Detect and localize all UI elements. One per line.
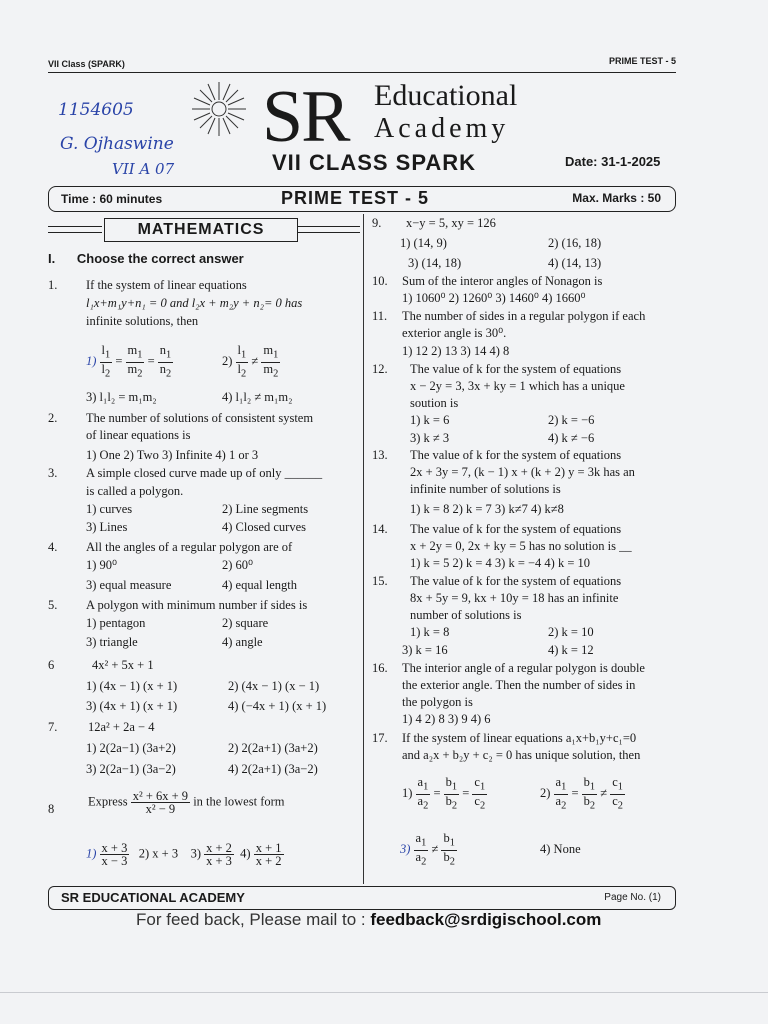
time-label: Time : 60 minutes bbox=[61, 192, 163, 206]
option-4: 4) 2(2a+1) (3a−2) bbox=[228, 762, 318, 776]
option-2: 2) $\frac{l_1}{l_2}$ ≠ $\frac{m_1}{m_2}$ bbox=[222, 343, 279, 379]
feedback-email[interactable]: feedback@srdigischool.com bbox=[370, 910, 602, 929]
option-4: 4) equal length bbox=[222, 578, 297, 592]
question-text: number of solutions is bbox=[410, 608, 522, 622]
q-number: 15. bbox=[372, 574, 388, 588]
option-3: 3) equal measure bbox=[86, 578, 172, 592]
option-2: 2) square bbox=[222, 616, 269, 630]
question-text: is called a polygon. bbox=[86, 484, 184, 498]
option-1: 1) k = 6 bbox=[410, 413, 450, 427]
exam-date: Date: 31-1-2025 bbox=[565, 154, 661, 169]
q-number: 10. bbox=[372, 274, 388, 288]
option-1: 1) 90⁰ bbox=[86, 558, 118, 572]
question-text: infinite solutions, then bbox=[86, 314, 199, 328]
question-text: 2x + 3y = 7, (k − 1) x + (k + 2) y = 3k has an bbox=[410, 465, 635, 479]
options-line: 1) 12 2) 13 3) 14 4) 8 bbox=[402, 344, 510, 358]
question-text: A polygon with minimum number if sides is bbox=[86, 598, 308, 612]
feedback-line bbox=[136, 910, 601, 930]
q-number: 17. bbox=[372, 731, 388, 745]
logo-sr: SR bbox=[262, 76, 349, 158]
option-4: 4) Closed curves bbox=[222, 520, 307, 534]
max-marks: Max. Marks : 50 bbox=[572, 191, 661, 205]
class-title: VII CLASS SPARK bbox=[272, 150, 477, 175]
option-2: 2) k = 10 bbox=[548, 625, 594, 639]
footer-bar bbox=[48, 886, 676, 910]
option-1: 1) $\frac{l_1}{l_2}$ = $\frac{m_1}{m_2}$ = $\frac{n_1}{n_2}$ bbox=[86, 343, 172, 379]
question-text: exterior angle is 30⁰. bbox=[402, 326, 507, 340]
q-number: 6 bbox=[48, 658, 55, 672]
option-3: 3) k ≠ 3 bbox=[410, 431, 450, 445]
option-4: 4) k = 12 bbox=[548, 643, 594, 657]
question-text: 8x + 5y = 9, kx + 10y = 18 has an infinite bbox=[410, 591, 619, 605]
option-1: 1) $\frac{x + 3}{x - 3}$ 2) x + 3 3) $\frac{x + 2}{x + 3}$ 4) $\frac{x + 1}{x + 2}$ bbox=[86, 841, 282, 868]
option-3: 3) (14, 18) bbox=[408, 256, 462, 270]
option-2: 2) (4x − 1) (x − 1) bbox=[228, 679, 320, 693]
question-text: If the system of linear equations a₁x+b₁y+c₁=0 bbox=[402, 731, 637, 745]
option-3: 3) triangle bbox=[86, 635, 138, 649]
q-number: 13. bbox=[372, 448, 388, 462]
question-text: The value of k for the system of equations bbox=[410, 522, 622, 536]
section-title: Choose the correct answer bbox=[76, 251, 244, 266]
option-2: 2) 60⁰ bbox=[222, 558, 254, 572]
footer-academy: SR EDUCATIONAL ACADEMY bbox=[61, 890, 245, 905]
option-2: 2) Line segments bbox=[222, 502, 309, 516]
question-text: The value of k for the system of equations bbox=[410, 574, 622, 588]
handwritten-section: VII A 07 bbox=[112, 160, 175, 178]
test-title: PRIME TEST - 5 bbox=[281, 188, 430, 208]
options-line: 1) One 2) Two 3) Infinite 4) 1 or 3 bbox=[86, 448, 259, 462]
question-text: The number of sides in a regular polygon if each bbox=[402, 309, 646, 323]
scan-edge bbox=[0, 992, 768, 993]
option-4: 4) angle bbox=[222, 635, 263, 649]
question-text: infinite number of solutions is bbox=[410, 482, 561, 496]
option-1: 1) (4x − 1) (x + 1) bbox=[86, 679, 178, 693]
option-2: 2) 2(2a+1) (3a+2) bbox=[228, 741, 318, 755]
option-3: 3) Lines bbox=[86, 520, 128, 534]
lowest-form-label: in the lowest form bbox=[193, 794, 285, 809]
question-text: 4x² + 5x + 1 bbox=[92, 658, 154, 672]
option-3: 3) $\frac{a_1}{a_2}$ ≠ $\frac{b_1}{b_2}$ bbox=[400, 831, 455, 867]
q-number: 14. bbox=[372, 522, 388, 536]
option-4: 4) (−4x + 1) (x + 1) bbox=[228, 699, 327, 713]
handwritten-roll: 1154605 bbox=[58, 100, 134, 120]
q-number: 16. bbox=[372, 661, 388, 675]
handwritten-name: G. Ojhaswine bbox=[60, 134, 174, 154]
option-2: 2) k = −6 bbox=[548, 413, 595, 427]
header-test: PRIME TEST - 5 bbox=[608, 56, 676, 66]
feedback-label: For feed back, Please mail to : bbox=[136, 910, 371, 929]
header-class: VII Class (SPARK) bbox=[48, 59, 125, 69]
q-number: 2. bbox=[48, 411, 58, 425]
q-number: 12. bbox=[372, 362, 388, 376]
options-line: 1) k = 8 2) k = 7 3) k≠7 4) k≠8 bbox=[410, 502, 564, 516]
option-1: 1) (14, 9) bbox=[400, 236, 447, 250]
express-label: Express bbox=[88, 794, 128, 809]
question-text: The interior angle of a regular polygon is double bbox=[402, 661, 645, 675]
question-text: 12a² + 2a − 4 bbox=[88, 720, 155, 734]
option-2: 2) (16, 18) bbox=[548, 236, 602, 250]
logo-academy: Academy bbox=[374, 113, 510, 144]
question-text: of linear equations is bbox=[86, 428, 191, 442]
question-text: A simple closed curve made up of only ______ bbox=[86, 466, 323, 480]
question-text: The number of solutions of consistent system bbox=[86, 411, 314, 425]
question-text: The value of k for the system of equations bbox=[410, 448, 622, 462]
option-3: 3) k = 16 bbox=[402, 643, 448, 657]
question-text: and a₂x + b₂y + c₂ = 0 has unique solution, then bbox=[402, 748, 641, 762]
q-number: 8 bbox=[48, 802, 55, 816]
option-1: 1) $\frac{a_1}{a_2}$ = $\frac{b_1}{b_2}$ = $\frac{c_1}{c_2}$ bbox=[402, 775, 486, 811]
question-text: All the angles of a regular polygon are of bbox=[86, 540, 293, 554]
question-text: x − 2y = 3, 3x + ky = 1 which has a unique bbox=[410, 379, 625, 393]
option-1: 1) pentagon bbox=[86, 616, 146, 630]
question-text: l₁x+m₁y+n₁ = 0 and l₂x + m₂y + n₂= 0 has bbox=[86, 296, 303, 310]
q-number: 5. bbox=[48, 598, 58, 612]
option-1: 1) 2(2a−1) (3a+2) bbox=[86, 741, 176, 755]
option-4: 4) l₁l₂ ≠ m₁m₂ bbox=[222, 390, 293, 404]
option-4: 4) (14, 13) bbox=[548, 256, 602, 270]
question-text: Express $\frac{\text{x² + 6x + 9}}{\text{x² − 9}}$ in the lowest form bbox=[88, 789, 285, 816]
page-number: Page No. (1) bbox=[604, 892, 661, 903]
option-1: 1) k = 8 bbox=[410, 625, 450, 639]
q-number: 4. bbox=[48, 540, 58, 554]
option-4: 4) None bbox=[540, 842, 581, 856]
question-text: x−y = 5, xy = 126 bbox=[406, 216, 496, 230]
option-2: 2) $\frac{a_1}{a_2}$ = $\frac{b_1}{b_2}$ ≠ $\frac{c_1}{c_2}$ bbox=[540, 775, 623, 811]
logo-educational: Educational bbox=[374, 79, 518, 112]
option-3: 3) l₁l₂ = m₁m₂ bbox=[86, 390, 157, 404]
question-text: soution is bbox=[410, 396, 459, 410]
q-number: 9. bbox=[372, 216, 382, 230]
q-number: 11. bbox=[372, 309, 388, 323]
subject-heading: MATHEMATICS bbox=[104, 218, 298, 242]
options-line: 1) k = 5 2) k = 4 3) k = −4 4) k = 10 bbox=[410, 556, 591, 570]
option-4: 4) k ≠ −6 bbox=[548, 431, 595, 445]
q-number: 3. bbox=[48, 466, 58, 480]
q-number: 1. bbox=[48, 278, 58, 292]
q-number: 7. bbox=[48, 720, 58, 734]
section-number: I. bbox=[48, 251, 56, 266]
options-line: 1) 4 2) 8 3) 9 4) 6 bbox=[402, 712, 491, 726]
question-text: the exterior angle. Then the number of sides in bbox=[402, 678, 636, 692]
option-1: 1) curves bbox=[86, 502, 133, 516]
options-line: 1) 1060⁰ 2) 1260⁰ 3) 1460⁰ 4) 1660⁰ bbox=[402, 291, 586, 305]
option-3: 3) (4x + 1) (x + 1) bbox=[86, 699, 178, 713]
question-text: the polygon is bbox=[402, 695, 473, 709]
question-text: If the system of linear equations bbox=[86, 278, 247, 292]
question-text: x + 2y = 0, 2x + ky = 5 has no solution is __ bbox=[410, 539, 632, 553]
question-text: The value of k for the system of equations bbox=[410, 362, 622, 376]
option-3: 3) 2(2a−1) (3a−2) bbox=[86, 762, 176, 776]
question-text: Sum of the interor angles of Nonagon is bbox=[402, 274, 603, 288]
